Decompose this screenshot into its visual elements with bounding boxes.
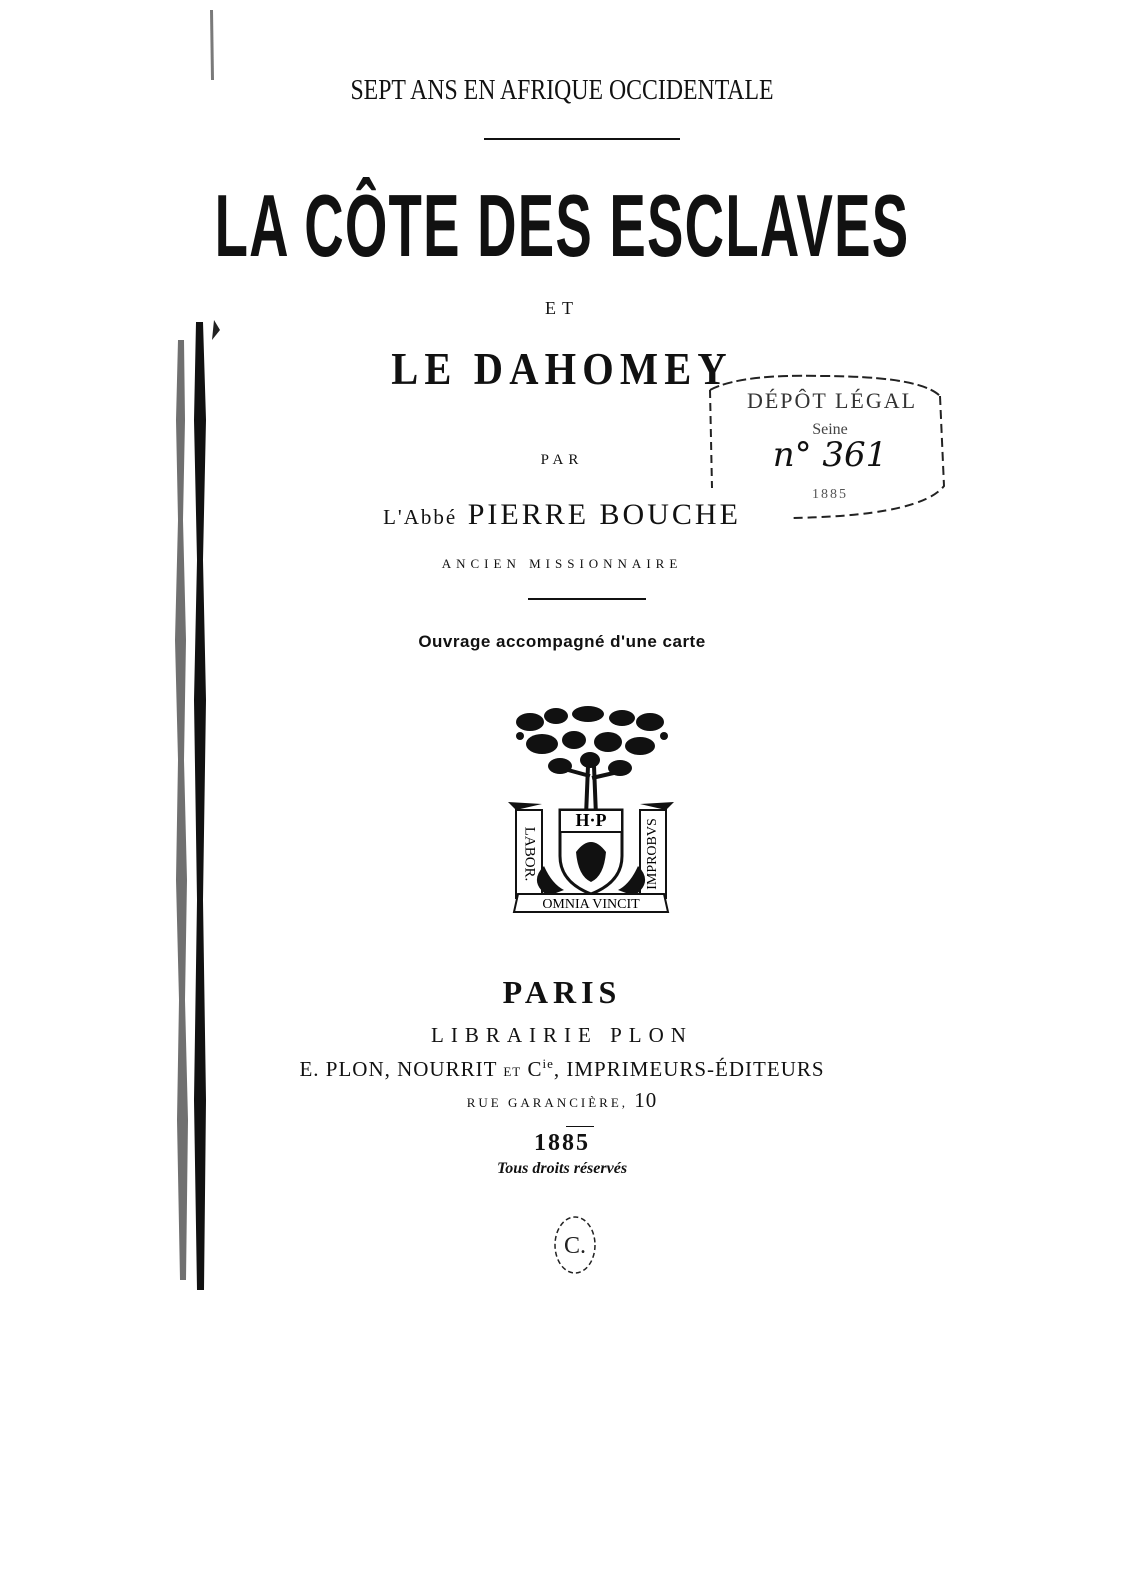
subtitle: LE DAHOMEY	[391, 343, 733, 394]
imprint-city: PARIS	[502, 974, 622, 1010]
imprint-printers	[0, 1056, 1124, 1082]
stamp-number: n° 361	[772, 435, 888, 475]
address-number: 10	[634, 1088, 658, 1112]
tree-foliage-icon	[516, 706, 668, 776]
stamp-line1: DÉPÔT LÉGAL	[746, 388, 918, 413]
imprint-address	[0, 1088, 1124, 1113]
stamp-year: 1885	[812, 487, 848, 502]
middle-rule	[528, 598, 646, 600]
rights-notice: Tous droits réservés	[496, 1160, 628, 1177]
bottom-rule	[566, 1126, 594, 1127]
author-line	[0, 498, 1124, 532]
left-banner-text: LABOR.	[521, 826, 538, 882]
address-street: RUE GARANCIÈRE,	[466, 1095, 629, 1110]
series-title: SEPT ANS EN AFRIQUE OCCIDENTALE	[350, 74, 774, 106]
author-name: PIERRE BOUCHE	[467, 498, 741, 531]
bottom-banner-text: OMNIA VINCIT	[542, 897, 640, 912]
byline-par: PAR	[540, 452, 584, 468]
printers-company: C	[527, 1057, 543, 1081]
author-position: ANCIEN MISSIONNAIRE	[441, 556, 683, 571]
monogram-text: H·P	[575, 810, 607, 830]
top-rule	[484, 138, 680, 140]
author-prefix: L'Abbé	[383, 505, 458, 529]
right-banner-text: IMPROBVS	[645, 818, 661, 890]
printers-names: E. PLON, NOURRIT	[299, 1057, 498, 1081]
stamp-line2: Seine	[812, 421, 848, 438]
main-title: LA CÔTE DES ESCLAVES	[214, 176, 910, 275]
printers-mark	[508, 706, 674, 918]
title-conjunction: ET	[545, 298, 579, 318]
map-note: Ouvrage accompagné d'une carte	[418, 632, 706, 651]
seal-letter: C.	[563, 1233, 587, 1259]
library-seal	[550, 1212, 600, 1278]
printers-role: , IMPRIMEURS-ÉDITEURS	[553, 1057, 825, 1081]
imprint-publisher: LIBRAIRIE PLON	[431, 1023, 693, 1047]
imprint-year: 1885	[534, 1130, 590, 1156]
printers-company-sup: ie	[542, 1056, 554, 1071]
printers-et: ET	[503, 1064, 522, 1079]
legal-deposit-stamp	[700, 368, 950, 528]
